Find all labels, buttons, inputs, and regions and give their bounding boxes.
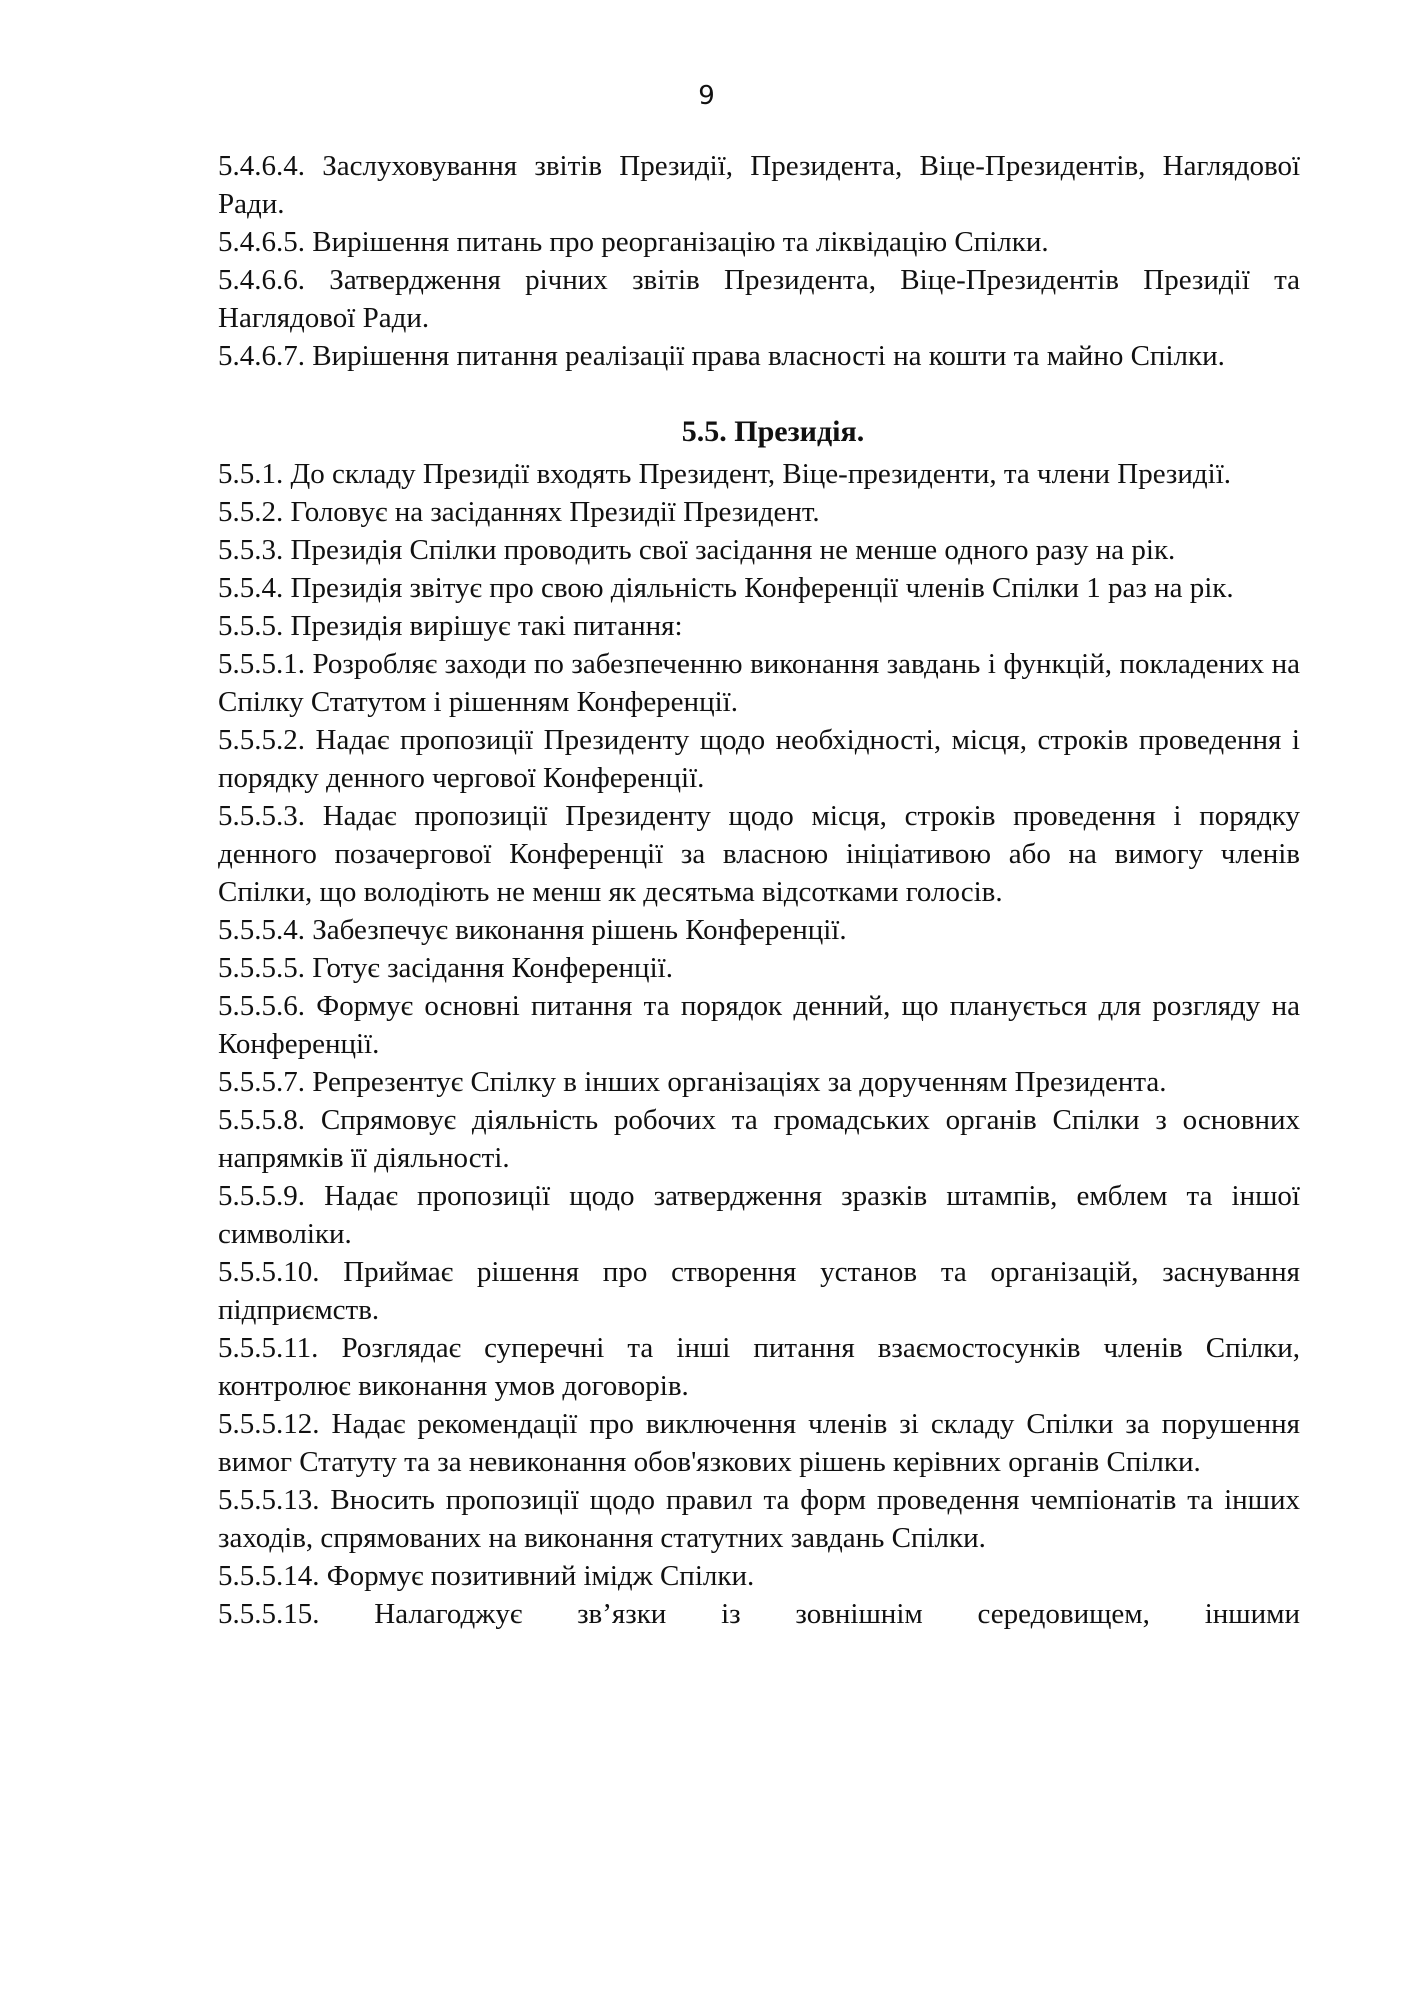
clause-5-4-6-6: 5.4.6.6. Затвердження річних звітів Президента, Віце-Президентів Президії та Наглядової Ради. bbox=[218, 264, 1300, 334]
clause-5-5-5: 5.5.5. Президія вирішує такі питання: bbox=[218, 610, 683, 642]
clause-5-5-5-9: 5.5.5.9. Надає пропозиції щодо затвердження зразків штампів, емблем та іншої символіки. bbox=[218, 1180, 1300, 1250]
clause-5-5-5-12: 5.5.5.12. Надає рекомендації про виключення членів зі складу Спілки за порушення вимог Статуту та за невиконання обов'язкових рішень керівних органів Спілки. bbox=[218, 1408, 1300, 1478]
clause-5-5-5-11: 5.5.5.11. Розглядає суперечні та інші питання взаємостосунків членів Спілки, контролює виконання умов договорів. bbox=[218, 1332, 1300, 1402]
clause-5-5-5-5: 5.5.5.5. Готує засідання Конференції. bbox=[218, 952, 673, 984]
clause-5-4-6-4: 5.4.6.4. Заслуховування звітів Президії, Президента, Віце-Президентів, Наглядової Ради. bbox=[218, 150, 1300, 220]
clause-5-5-5-2: 5.5.5.2. Надає пропозиції Президенту щодо необхідності, місця, строків проведення і порядку денного чергової Конференції. bbox=[218, 724, 1300, 794]
clause-5-5-5-4: 5.5.5.4. Забезпечує виконання рішень Конференції. bbox=[218, 914, 847, 946]
clause-5-5-5-8: 5.5.5.8. Спрямовує діяльність робочих та громадських органів Спілки з основних напрямків її діяльності. bbox=[218, 1104, 1300, 1174]
clause-5-5-5-13: 5.5.5.13. Вносить пропозиції щодо правил та форм проведення чемпіонатів та інших заходів, спрямованих на виконання статутних завдань Спілки. bbox=[218, 1484, 1300, 1554]
document-body bbox=[218, 147, 1300, 1633]
clause-5-5-5-7: 5.5.5.7. Репрезентує Спілку в інших організаціях за дорученням Президента. bbox=[218, 1066, 1167, 1098]
clause-5-5-5-15: 5.5.5.15. Налагоджує зв’язки із зовнішнім середовищем, іншими bbox=[218, 1598, 1300, 1630]
clause-5-5-3: 5.5.3. Президія Спілки проводить свої засідання не менше одного разу на рік. bbox=[218, 534, 1176, 566]
clause-5-5-2: 5.5.2. Головує на засіданнях Президії Президент. bbox=[218, 496, 820, 528]
clause-5-5-5-14: 5.5.5.14. Формує позитивний імідж Спілки. bbox=[218, 1560, 755, 1592]
clause-5-5-5-6: 5.5.5.6. Формує основні питання та порядок денний, що планується для розгляду на Конференції. bbox=[218, 990, 1300, 1060]
clause-5-4-6-5: 5.4.6.5. Вирішення питань про реорганізацію та ліквідацію Спілки. bbox=[218, 226, 1049, 258]
clause-5-5-4: 5.5.4. Президія звітує про свою діяльність Конференції членів Спілки 1 раз на рік. bbox=[218, 572, 1234, 604]
clause-5-5-5-3: 5.5.5.3. Надає пропозиції Президенту щодо місця, строків проведення і порядку денного позачергової Конференції за власною ініціативою або на вимогу членів Спілки, що володіють не менш як десятьма відсотками голосів. bbox=[218, 800, 1300, 908]
page-number: 9 bbox=[698, 81, 715, 111]
clause-5-4-6-7: 5.4.6.7. Вирішення питання реалізації права власності на кошти та майно Спілки. bbox=[218, 340, 1225, 372]
clause-5-5-5-10: 5.5.5.10. Приймає рішення про створення установ та організацій, заснування підприємств. bbox=[218, 1256, 1300, 1326]
clause-5-5-1: 5.5.1. До складу Президії входять Президент, Віце-президенти, та члени Президії. bbox=[218, 458, 1232, 490]
section-heading: 5.5. Президія. bbox=[681, 415, 865, 448]
clause-5-5-5-1: 5.5.5.1. Розробляє заходи по забезпеченню виконання завдань і функцій, покладених на Спілку Статутом і рішенням Конференції. bbox=[218, 648, 1300, 718]
